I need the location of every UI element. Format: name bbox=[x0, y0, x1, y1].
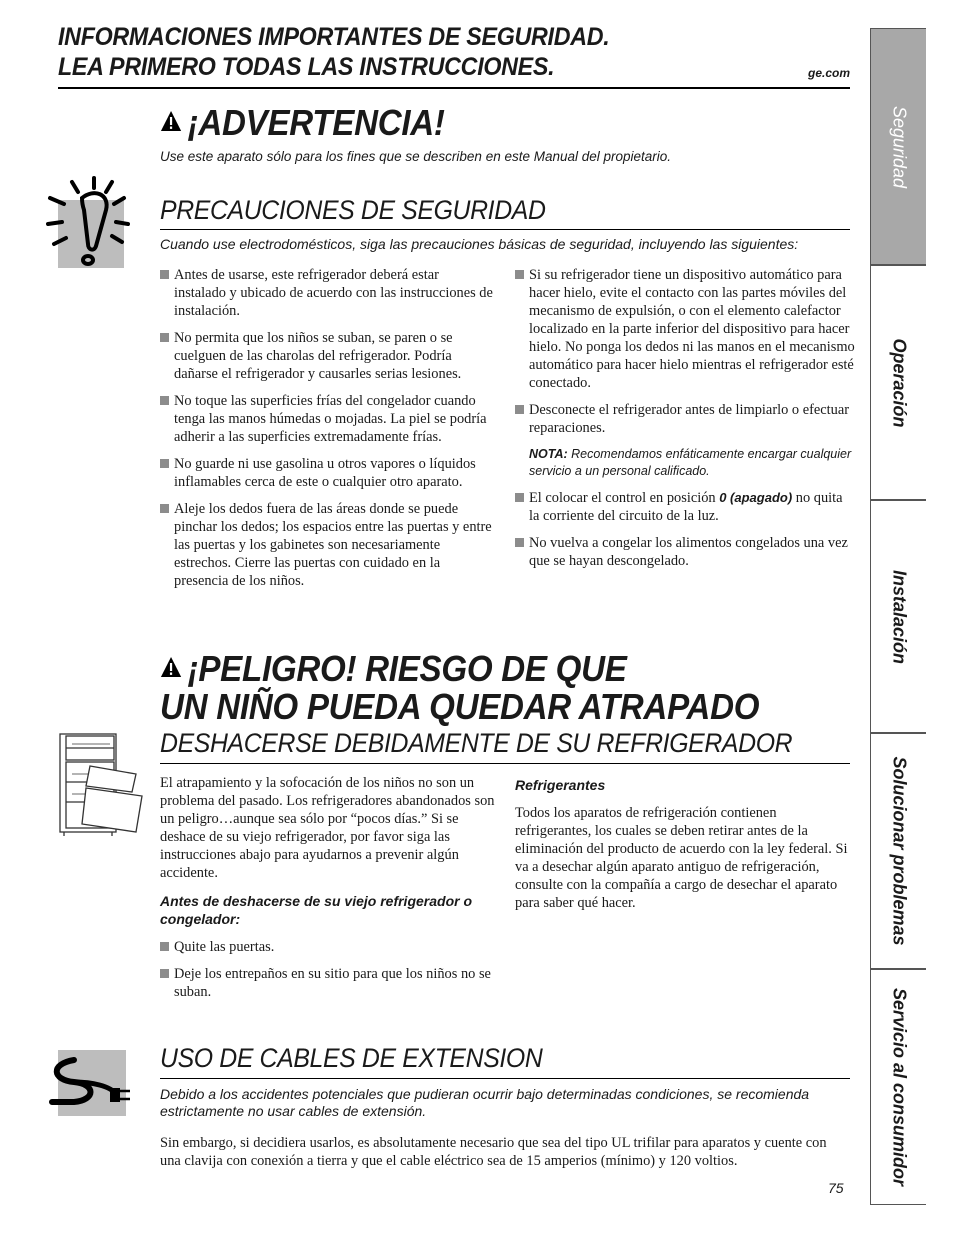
list-item: Desconecte el refrigerador antes de limpiarlo o efectuar reparaciones. bbox=[515, 401, 855, 437]
warning-title-text: ¡ADVERTENCIA! bbox=[187, 102, 445, 143]
bullet-square bbox=[515, 270, 524, 279]
bullet-square bbox=[160, 270, 169, 279]
bullet-square bbox=[160, 396, 169, 405]
bullet-square bbox=[160, 459, 169, 468]
list-item: Si su refrigerador tiene un dispositivo automático para hacer hielo, evite el contacto con las partes móviles del mecanismo de expulsión, o con el elemento calefactor localizado en la parte inferior del dispositivo para hacer hielo. No ponga los dedos ni las manos en el mecanismo automático para hacer hielo mientras el refrigerador esté conectado. bbox=[515, 266, 855, 392]
exclamation-icon bbox=[44, 176, 130, 270]
list-item: No permita que los niños se suban, se paren o se cuelguen de las charolas del refrigerador. Podría dañarse el refrigerador y causarles serias lesiones. bbox=[160, 329, 494, 383]
extension-rule bbox=[160, 1078, 850, 1079]
tab-solucionar-problemas[interactable]: Solucionar problemas bbox=[870, 733, 926, 969]
danger-title-line-2: UN NIÑO PUEDA QUEDAR ATRAPADO bbox=[160, 686, 760, 727]
note bbox=[515, 446, 855, 480]
danger-title-line-1: ¡PELIGRO! RIESGO DE QUE bbox=[187, 648, 627, 689]
site-link[interactable]: ge.com bbox=[807, 66, 850, 80]
list-item: El colocar el control en posición 0 (apagado) no quita la corriente del circuito de la luz. bbox=[515, 489, 855, 525]
refrigerants-heading: Refrigerantes bbox=[515, 777, 606, 793]
warning-subtitle: Use este aparato sólo para los fines que se describen en este Manual del propietario. bbox=[160, 149, 672, 164]
bullet-square bbox=[160, 333, 169, 342]
tab-operacion[interactable]: Operación bbox=[870, 265, 926, 500]
list-item: Antes de usarse, este refrigerador deberá estar instalado y ubicado de acuerdo con las instrucciones de instalación. bbox=[160, 266, 494, 320]
plug-cord-icon bbox=[44, 1046, 134, 1118]
list-item: Deje los entrepaños en su sitio para que los niños no se suban. bbox=[160, 965, 500, 1001]
bullet-square bbox=[515, 538, 524, 547]
page-header bbox=[58, 22, 795, 82]
list-item: No vuelva a congelar los alimentos congelados una vez que se hayan descongelado. bbox=[515, 534, 855, 570]
header-line-2: LEA PRIMERO TODAS LAS INSTRUCCIONES. bbox=[58, 53, 555, 81]
list-item: Quite las puertas. bbox=[160, 938, 500, 956]
disposal-heading: DESHACERSE DEBIDAMENTE DE SU REFRIGERADOR bbox=[160, 728, 793, 758]
bullet-square bbox=[160, 942, 169, 951]
warning-triangle-icon bbox=[160, 110, 182, 132]
extension-intro: Debido a los accidentes potenciales que pudieran ocurrir bajo determinadas condiciones, se recomienda estrictamente no usar cables de extensión. bbox=[160, 1086, 810, 1119]
precautions-heading: PRECAUCIONES DE SEGURIDAD bbox=[160, 195, 546, 225]
refrigerants-column bbox=[515, 776, 850, 921]
warning-title bbox=[160, 104, 445, 142]
precautions-rule bbox=[160, 229, 850, 230]
header-line-1: INFORMACIONES IMPORTANTES DE SEGURIDAD. bbox=[58, 23, 610, 51]
bullet-square bbox=[515, 493, 524, 502]
bullet-square bbox=[160, 969, 169, 978]
list-item: No guarde ni use gasolina u otros vapores o líquidos inflamables cerca de este o cualquier otro aparato. bbox=[160, 455, 494, 491]
precautions-intro: Cuando use electrodomésticos, siga las precauciones básicas de seguridad, incluyendo las siguientes: bbox=[160, 236, 799, 252]
precautions-left-column bbox=[160, 266, 494, 599]
list-item: No toque las superficies frías del congelador cuando tenga las manos húmedas o mojadas. La piel se podría adherir a las superficies extremadamente frías. bbox=[160, 392, 494, 446]
refrigerator-icon bbox=[56, 730, 148, 838]
header-rule bbox=[58, 87, 850, 89]
danger-title bbox=[160, 650, 759, 726]
list-item: Aleje los dedos fuera de las áreas donde se puede pinchar los dedos; los espacios entre las puertas y entre las puertas y los gabinetes son necesariamente estrechos. Cierre las puertas con cuidado en la presencia de los niños. bbox=[160, 500, 494, 590]
precautions-right-column bbox=[515, 266, 855, 579]
disposal-subheading: Antes de deshacerse de su viejo refrigerador o congelador: bbox=[160, 893, 473, 927]
refrigerants-text: Todos los aparatos de refrigeración contienen refrigerantes, los cuales se deben retirar antes de la eliminación del producto de acuerdo con la ley federal. Si va a desechar algún aparato antiguo de refrigeración, consulte con la compañía a cargo de desechar el aparato para saber qué hacer. bbox=[515, 805, 848, 911]
page-number: 75 bbox=[828, 1180, 844, 1196]
note-text: Recomendamos enfáticamente encargar cualquier servicio a un personal calificado. bbox=[529, 447, 852, 478]
tab-instalacion[interactable]: Instalación bbox=[870, 500, 926, 733]
bullet-square bbox=[515, 405, 524, 414]
warning-triangle-icon bbox=[160, 656, 182, 678]
tab-seguridad[interactable]: Seguridad bbox=[870, 28, 926, 265]
disposal-rule bbox=[160, 763, 850, 764]
tab-servicio-al-consumidor[interactable]: Servicio al consumidor bbox=[870, 969, 926, 1205]
extension-body: Sin embargo, si decidiera usarlos, es absolutamente necesario que sea del tipo UL trifilar para aparatos y cuente con una clavija con conexión a tierra y que el cable eléctrico sea de 15 amperios (mínimo) y 120 voltios. bbox=[160, 1135, 827, 1169]
bullet-square bbox=[160, 504, 169, 513]
off-position-label: 0 (apagado) bbox=[719, 490, 793, 505]
disposal-paragraph: El atrapamiento y la sofocación de los niños no son un problema del pasado. Los refrigeradores abandonados son un peligro…aunque sea sólo por “pocos días.” Si se deshace de su viejo refrigerador, por favor siga las instrucciones abajo para ayudarnos a prevenir algún accidente. bbox=[160, 775, 495, 881]
note-label: NOTA: bbox=[529, 447, 568, 461]
disposal-left-column bbox=[160, 774, 500, 1010]
extension-heading: USO DE CABLES DE EXTENSION bbox=[160, 1043, 543, 1073]
